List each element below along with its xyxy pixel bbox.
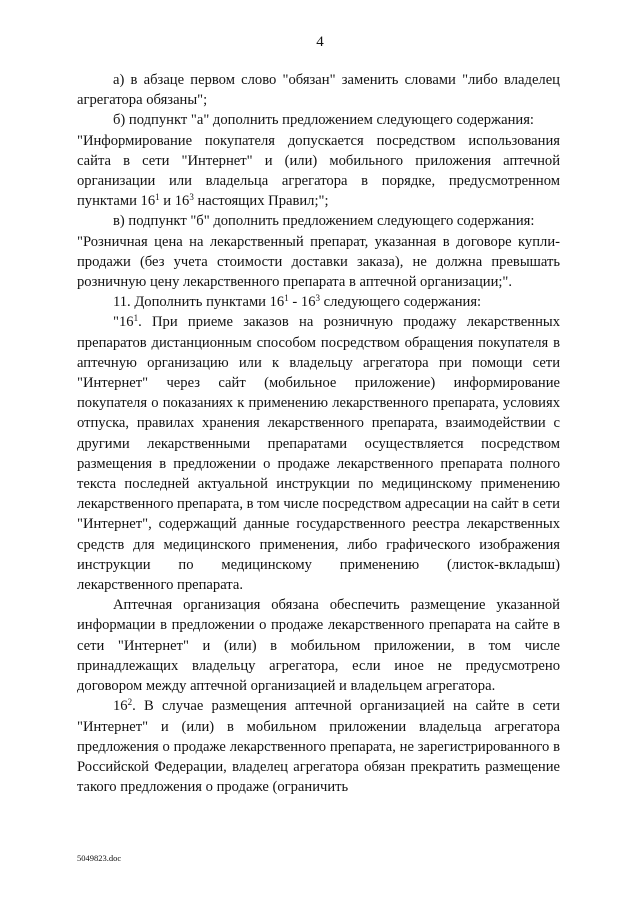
- superscript: 2: [127, 697, 133, 708]
- text-segment: "Розничная цена на лекарственный препарат, указанная в договоре купли-продажи (без учета стоимости доставки заказа), не должна превышать розничную цену лекарственного препарата в аптечной организации;".: [77, 233, 560, 291]
- text-segment: настоящих Правил;";: [193, 193, 329, 210]
- superscript: 1: [155, 192, 160, 203]
- text-segment: б) подпункт "а" дополнить предложением следующего содержания:: [113, 112, 534, 129]
- paragraph: [77, 595, 560, 696]
- text-segment: 16: [113, 698, 128, 715]
- superscript: 3: [315, 293, 320, 304]
- text-segment: Аптечная организация обязана обеспечить размещение указанной информации в предложении о продаже лекарственного препарата на сайте в сети "Интернет" и (или) в мобильном приложении, в том числе принадлежащих владельцу агрегатора, если иное не предусмотрено договором между аптечной организацией и владельцем агрегатора.: [77, 597, 560, 695]
- text-segment: а) в абзаце первом слово "обязан" заменить словами "либо владелец агрегатора обязаны";: [77, 72, 560, 109]
- paragraph: [77, 70, 560, 110]
- page-number: 4: [316, 34, 324, 50]
- text-segment: . При приеме заказов на розничную продажу лекарственных препаратов дистанционным способом посредством обращения покупателя в аптечную организацию или к владельцу агрегатора при помощи сети "Интернет" через сайт (мобильное приложение) информирование покупателя о показаниях к применению лекарственного препарата, условиях отпуска, правилах хранения лекарственного препарата, взаимодействии с другими лекарственными препаратами осуществляется посредством размещения в предложении о продаже лекарственного препарата полного текста последней актуальной инструкции по медицинскому применению лекарственного препарата, в том числе посредством адресации на сайт в сети "Интернет", содержащий данные государственного реестра лекарственных средств для медицинского применения, либо графического изображения инструкции по медицинскому применению (листок-вкладыш) лекарственного препарата.: [77, 314, 560, 594]
- paragraph: [77, 696, 560, 797]
- text-segment: . В случае размещения аптечной организацией на сайте в сети "Интернет" и (или) в мобильном приложении владельца агрегатора предложения о продаже лекарственного препарата, не зарегистрированного в Российской Федерации, владелец агрегатора обязан прекратить размещение такого предложения о продаже (ограничить: [77, 698, 560, 796]
- text-segment: "16: [113, 314, 134, 331]
- text-segment: - 16: [288, 294, 316, 311]
- paragraph: [77, 232, 560, 293]
- superscript: 3: [189, 192, 194, 203]
- text-segment: 11. Дополнить пунктами 16: [113, 294, 285, 311]
- paragraph: [77, 110, 560, 130]
- paragraph: [77, 292, 560, 312]
- text-segment: и 16: [159, 193, 190, 210]
- superscript: 1: [133, 313, 139, 324]
- document-body: [77, 70, 560, 797]
- text-segment: следующего содержания:: [320, 294, 482, 311]
- text-segment: "Информирование покупателя допускается посредством использования сайта в сети "Интернет" и (или) мобильного приложения аптечной организации или владельца агрегатора в порядке, предусмотренном пунктами 16: [77, 132, 560, 210]
- paragraph: [77, 312, 560, 595]
- paragraph: [77, 211, 560, 231]
- superscript: 1: [284, 293, 289, 304]
- text-segment: в) подпункт "б" дополнить предложением следующего содержания:: [113, 213, 535, 230]
- paragraph: [77, 131, 560, 212]
- footer-filename: 5049823.doc: [77, 853, 122, 863]
